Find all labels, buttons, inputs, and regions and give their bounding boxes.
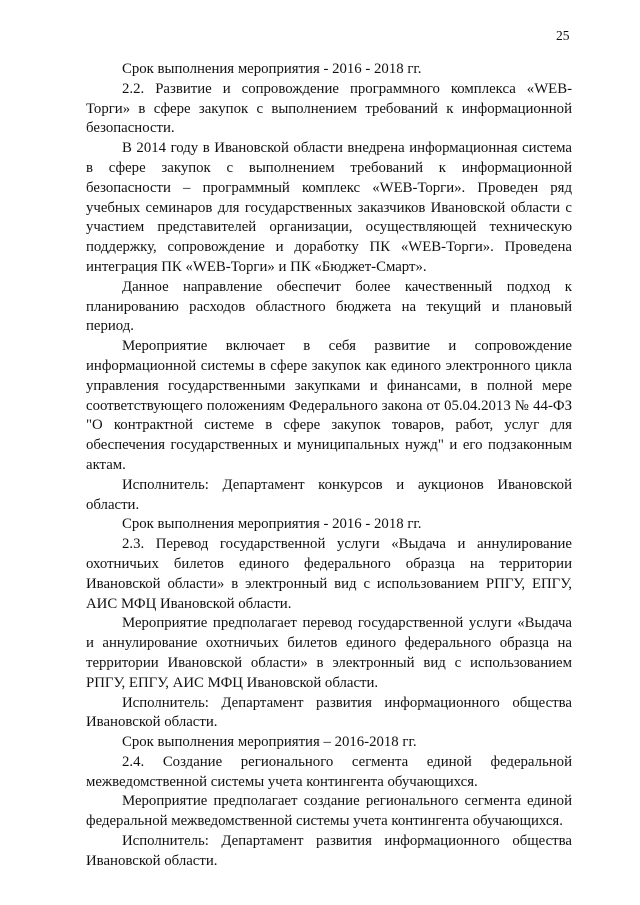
paragraph-item-2-2-background: В 2014 году в Ивановской области внедрена информационная система в сфере закупок с выполнением требований к информационной безопасности – программный комплекс «WEB-Торги». Проведен ряд учебных семинаров для государственных заказчиков Ивановской области с участием представителей организации, осуществляющей техническую поддержку, сопровождение и доработку ПК «WEB-Торги». Проведена интеграция ПК «WEB-Торги» и ПК «Бюджет-Смарт». xyxy=(86,140,572,275)
paragraph-item-2-2-effect: Данное направление обеспечит более качественный подход к планированию расходов областного бюджета на текущий и плановый период. xyxy=(86,278,572,335)
paragraph-item-2-4-heading: 2.4. Создание регионального сегмента единой федеральной межведомственной системы учета контингента обучающихся. xyxy=(86,753,572,790)
paragraph-item-2-3-heading: 2.3. Перевод государственной услуги «Выдача и аннулирование охотничьих билетов единого федерального образца на территории Ивановской области» в электронный вид с использованием РПГУ, ЕПГУ, АИС МФЦ Ивановской области. xyxy=(86,536,572,612)
paragraph-item-2-4-executor: Исполнитель: Департамент развития информационного общества Ивановской области. xyxy=(86,833,572,869)
paragraph-item-2-3-deadline: Срок выполнения мероприятия – 2016-2018 гг. xyxy=(122,734,417,751)
document-body xyxy=(86,60,572,872)
paragraph-item-2-2-description: Мероприятие включает в себя развитие и сопровождение информационной системы в сфере закупок как единого электронного цикла управления государственными закупками и финансами, в полной мере соответствующего положениям Федерального закона от 05.04.2013 № 44-ФЗ "О контрактной системе в сфере закупок товаров, работ, услуг для обеспечения государственных и муниципальных нужд" и его подзаконным актам. xyxy=(86,338,572,473)
paragraph-item-2-2-heading: 2.2. Развитие и сопровождение программного комплекса «WEB-Торги» в сфере закупок с выполнением требований к информационной безопасности. xyxy=(86,80,572,137)
paragraph-item-2-3-executor: Исполнитель: Департамент развития информационного общества Ивановской области. xyxy=(86,694,572,731)
paragraph-item-2-2-deadline: Срок выполнения мероприятия - 2016 - 2018 гг. xyxy=(122,516,422,533)
paragraph-item-2-4-description: Мероприятие предполагает создание регионального сегмента единой федеральной межведомственной системы учета контингента обучающихся. xyxy=(86,793,572,830)
paragraph-item-2-3-description: Мероприятие предполагает перевод государственной услуги «Выдача и аннулирование охотничьих билетов единого федерального образца на территории Ивановской области» в электронный вид с использованием РПГУ, ЕПГУ, АИС МФЦ Ивановской области. xyxy=(86,615,572,691)
page-number: 25 xyxy=(556,28,570,43)
paragraph-item-2-2-executor: Исполнитель: Департамент конкурсов и аукционов Ивановской области. xyxy=(86,476,572,513)
paragraph-deadline-2-1: Срок выполнения мероприятия - 2016 - 2018 гг. xyxy=(122,61,422,77)
